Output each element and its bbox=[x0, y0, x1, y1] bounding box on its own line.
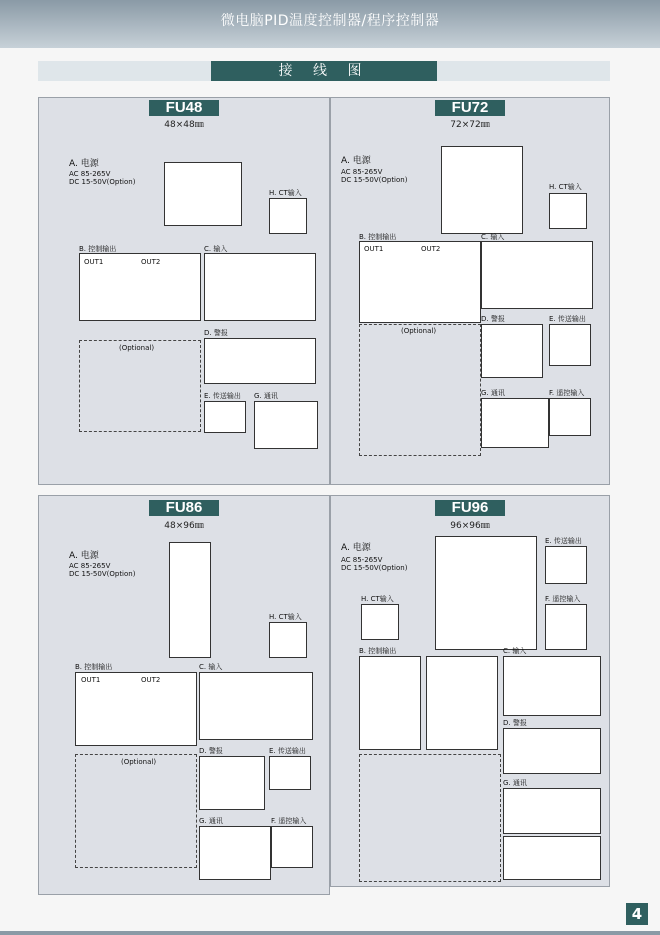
comm-block bbox=[481, 398, 549, 448]
input-block bbox=[481, 241, 593, 309]
optional-box bbox=[79, 340, 201, 432]
control-out-block-2 bbox=[426, 656, 498, 750]
out1-label: OUT1 bbox=[81, 676, 101, 684]
input-label: C. 输入 bbox=[199, 663, 223, 671]
ct-block bbox=[269, 622, 307, 658]
remote-sv-block bbox=[503, 836, 601, 880]
retrans-label: E. 传送输出 bbox=[204, 392, 241, 400]
remote-block bbox=[549, 398, 591, 436]
comm-block bbox=[199, 826, 271, 880]
control-out-label: B. 控制输出 bbox=[359, 647, 397, 655]
footer-line bbox=[0, 931, 660, 935]
ac-label: AC 85-265V bbox=[341, 168, 383, 176]
optional-label: (Optional) bbox=[121, 758, 157, 766]
control-out-label: B. 控制输出 bbox=[79, 245, 117, 253]
panel-size: 96×96㎜ bbox=[450, 521, 490, 531]
ct-input-label: H. CT输入 bbox=[361, 595, 394, 603]
terminal-block bbox=[169, 542, 211, 658]
alarm-label: D. 警报 bbox=[199, 747, 223, 755]
panel-fu96 bbox=[330, 495, 610, 887]
panel-title: FU86 bbox=[149, 500, 219, 516]
remote-label: F. 遥控输入 bbox=[545, 595, 581, 603]
control-out-label: B. 控制输出 bbox=[75, 663, 113, 671]
comm-block bbox=[254, 401, 318, 449]
control-out-block bbox=[359, 241, 481, 323]
out1-label: OUT1 bbox=[364, 245, 384, 253]
comm-block bbox=[503, 788, 601, 834]
panel-fu48 bbox=[38, 97, 330, 485]
optional-box bbox=[359, 324, 481, 456]
page-number: 4 bbox=[626, 903, 648, 925]
comm-label: G. 通讯 bbox=[254, 392, 278, 400]
retrans-label: E. 传送输出 bbox=[549, 315, 586, 323]
out1-label: OUT1 bbox=[84, 258, 104, 266]
page-header bbox=[0, 0, 660, 48]
ct-block bbox=[361, 604, 399, 640]
panel-fu72 bbox=[330, 97, 610, 485]
dc-label: DC 15-50V(Option) bbox=[69, 570, 136, 578]
alarm-label: D. 警报 bbox=[481, 315, 505, 323]
dc-label: DC 15-50V(Option) bbox=[341, 564, 408, 572]
terminal-block bbox=[435, 536, 537, 650]
out2-label: OUT2 bbox=[421, 245, 441, 253]
optional-box bbox=[75, 754, 197, 868]
remote-block bbox=[545, 604, 587, 650]
page-title: 微电脑PID温度控制器/程序控制器 bbox=[220, 13, 440, 29]
ac-label: AC 85-265V bbox=[69, 562, 111, 570]
alarm-block bbox=[481, 324, 543, 378]
ct-block bbox=[549, 193, 587, 229]
input-label: C. 输入 bbox=[503, 647, 527, 655]
alarm-block bbox=[199, 756, 265, 810]
control-out-label: B. 控制输出 bbox=[359, 233, 397, 241]
ac-label: AC 85-265V bbox=[69, 170, 111, 178]
ct-input-label: H. CT输入 bbox=[269, 189, 302, 197]
alarm-label: D. 警报 bbox=[204, 329, 228, 337]
terminal-block bbox=[441, 146, 523, 234]
retrans-block bbox=[549, 324, 591, 366]
input-label: C. 输入 bbox=[204, 245, 228, 253]
out2-label: OUT2 bbox=[141, 676, 161, 684]
ac-label: AC 85-265V bbox=[341, 556, 383, 564]
remote-block bbox=[271, 826, 313, 868]
input-block bbox=[199, 672, 313, 740]
retrans-label: E. 传送输出 bbox=[545, 537, 582, 545]
panel-title: FU48 bbox=[149, 100, 219, 116]
ct-block bbox=[269, 198, 307, 234]
power-label: A. 电源 bbox=[69, 551, 99, 561]
alarm-label: D. 警报 bbox=[503, 719, 527, 727]
panel-size: 48×96㎜ bbox=[164, 521, 204, 531]
remote-label: F. 遥控输入 bbox=[271, 817, 307, 825]
retrans-block bbox=[269, 756, 311, 790]
section-bar bbox=[38, 61, 610, 81]
out2-label: OUT2 bbox=[141, 258, 161, 266]
panel-fu86 bbox=[38, 495, 330, 895]
power-label: A. 电源 bbox=[341, 543, 371, 553]
section-title: 接 线 图 bbox=[211, 61, 437, 81]
alarm-block bbox=[204, 338, 316, 384]
comm-label: G. 通讯 bbox=[481, 389, 505, 397]
panel-title: FU96 bbox=[435, 500, 505, 516]
input-label: C. 输入 bbox=[481, 233, 505, 241]
input-block bbox=[204, 253, 316, 321]
retrans-label: E. 传送输出 bbox=[269, 747, 306, 755]
control-out-block bbox=[359, 656, 421, 750]
optional-label: (Optional) bbox=[401, 327, 437, 335]
panel-size: 48×48㎜ bbox=[164, 120, 204, 130]
optional-label: (Optional) bbox=[119, 344, 155, 352]
panel-title: FU72 bbox=[435, 100, 505, 116]
optional-box bbox=[359, 754, 501, 882]
comm-label: G. 通讯 bbox=[199, 817, 223, 825]
input-block bbox=[503, 656, 601, 716]
dc-label: DC 15-50V(Option) bbox=[341, 176, 408, 184]
retrans-block bbox=[545, 546, 587, 584]
ct-input-label: H. CT输入 bbox=[549, 183, 582, 191]
comm-label: G. 通讯 bbox=[503, 779, 527, 787]
remote-label: F. 遥控输入 bbox=[549, 389, 585, 397]
panel-size: 72×72㎜ bbox=[450, 120, 490, 130]
power-label: A. 电源 bbox=[341, 156, 371, 166]
alarm-block bbox=[503, 728, 601, 774]
ct-input-label: H. CT输入 bbox=[269, 613, 302, 621]
dc-label: DC 15-50V(Option) bbox=[69, 178, 136, 186]
power-label: A. 电源 bbox=[69, 159, 99, 169]
retrans-block bbox=[204, 401, 246, 433]
terminal-block bbox=[164, 162, 242, 226]
